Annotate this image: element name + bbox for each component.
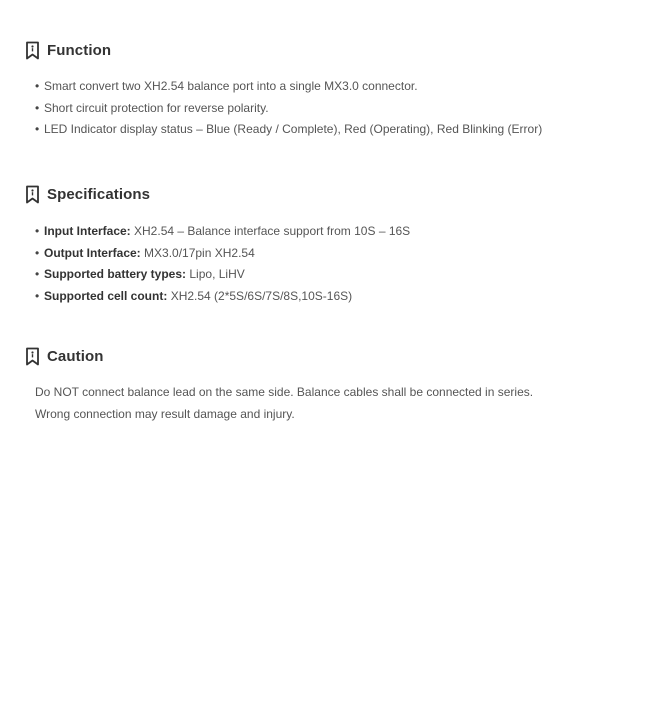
caution-header: [25, 345, 630, 367]
list-item: • Short circuit protection for reverse polarity.: [35, 100, 269, 115]
caution-text: [25, 382, 630, 425]
list-item: • Output Interface: MX3.0/17pin XH2.54: [35, 245, 255, 260]
list-item: • Smart convert two XH2.54 balance port into a single MX3.0 connector.: [35, 79, 418, 93]
list-item: • Supported cell count: XH2.54 (2*5S/6S/7S/8S,10S-16S): [35, 288, 353, 303]
specifications-header: [25, 183, 630, 205]
list-item: • Supported battery types: Lipo, LiHV: [35, 267, 245, 281]
caution-title: Caution: [47, 347, 104, 365]
list-item: • LED Indicator display status – Blue (Ready / Complete), Red (Operating), Red Blinking (Error): [35, 122, 543, 136]
caution-line: Do NOT connect balance lead on the same side. Balance cables shall be connected in series.: [35, 385, 534, 399]
specifications-list: [25, 221, 630, 307]
function-list: [25, 76, 630, 141]
bookmark-icon: [25, 347, 40, 366]
bookmark-icon: [25, 185, 40, 204]
specifications-section: [25, 183, 630, 307]
function-title: Function: [47, 41, 112, 59]
function-header: [25, 39, 630, 61]
bookmark-icon: [25, 41, 40, 60]
list-item: • Input Interface: XH2.54 – Balance interface support from 10S – 16S: [35, 224, 411, 238]
function-section: [25, 39, 630, 141]
caution-line: Wrong connection may result damage and injury.: [35, 406, 295, 421]
specifications-title: Specifications: [47, 185, 151, 203]
caution-section: [25, 345, 630, 425]
